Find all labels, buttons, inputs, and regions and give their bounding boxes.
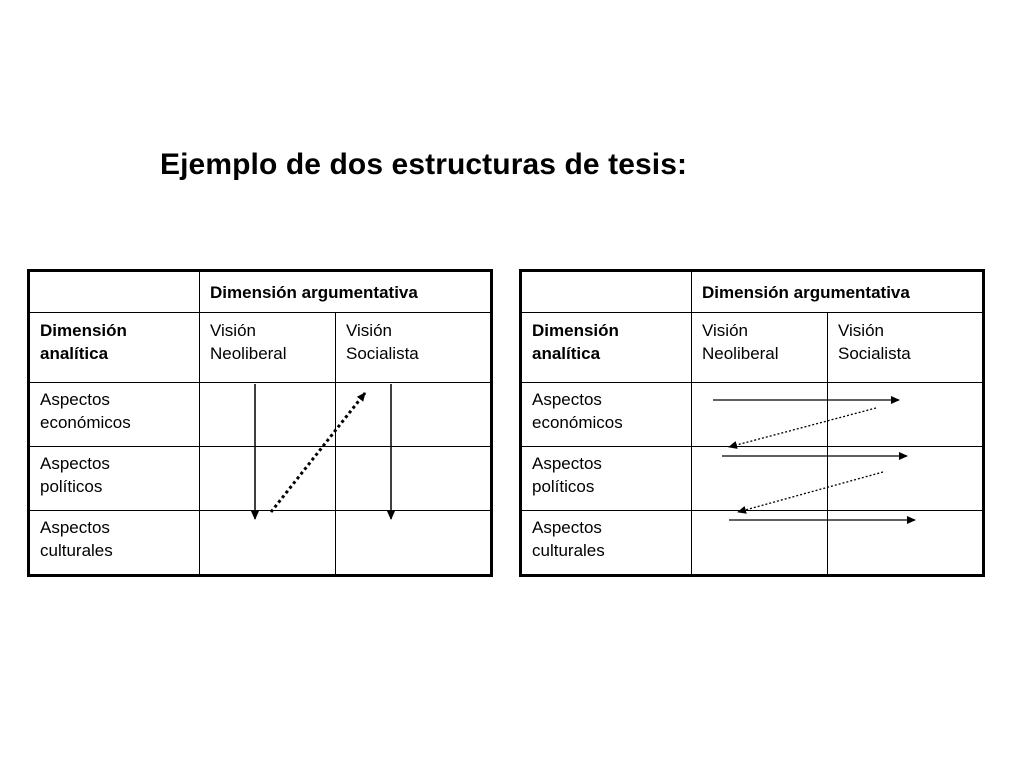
row-label-line-2: culturales (40, 541, 113, 560)
cell-economicos-socialista (336, 383, 492, 447)
cell-economicos-socialista (828, 383, 984, 447)
row-label-politicos (29, 447, 200, 511)
column-neoliberal-line-2: Neoliberal (210, 344, 287, 363)
cell-politicos-socialista (336, 447, 492, 511)
column-socialista-line-2: Socialista (346, 344, 419, 363)
row-politicos (521, 447, 984, 511)
row-label-politicos (521, 447, 692, 511)
header-row (521, 271, 984, 313)
argumentative-dimension-header: Dimensión argumentativa (692, 271, 984, 313)
row-economicos (521, 383, 984, 447)
row-label-line-1: Aspectos (40, 454, 110, 473)
row-label-line-2: políticos (532, 477, 595, 496)
analytic-dimension-label (29, 313, 200, 383)
cell-economicos-neoliberal (692, 383, 828, 447)
column-neoliberal-line-1: Visión (702, 321, 748, 340)
analytic-label-line-2: analítica (532, 344, 601, 363)
analytic-label-line-1: Dimensión (40, 321, 127, 340)
row-culturales (521, 511, 984, 576)
row-label-line-1: Aspectos (532, 454, 602, 473)
row-politicos (29, 447, 492, 511)
argumentative-dimension-header: Dimensión argumentativa (200, 271, 492, 313)
row-label-line-2: culturales (532, 541, 605, 560)
column-neoliberal (692, 313, 828, 383)
row-economicos (29, 383, 492, 447)
analytic-label-line-2: analítica (40, 344, 109, 363)
cell-economicos-neoliberal (200, 383, 336, 447)
structure-grid (27, 269, 493, 577)
corner-cell (29, 271, 200, 313)
analytic-dimension-label (521, 313, 692, 383)
column-socialista (336, 313, 492, 383)
header-row (29, 271, 492, 313)
column-socialista (828, 313, 984, 383)
column-neoliberal-line-2: Neoliberal (702, 344, 779, 363)
column-label-row (29, 313, 492, 383)
structure-grid (519, 269, 985, 577)
cell-politicos-neoliberal (200, 447, 336, 511)
row-label-culturales (29, 511, 200, 576)
row-label-line-1: Aspectos (40, 390, 110, 409)
cell-politicos-socialista (828, 447, 984, 511)
row-label-line-1: Aspectos (40, 518, 110, 537)
cell-culturales-neoliberal (692, 511, 828, 576)
thesis-structure-table-left (27, 269, 490, 560)
cell-culturales-neoliberal (200, 511, 336, 576)
row-label-economicos (521, 383, 692, 447)
column-socialista-line-2: Socialista (838, 344, 911, 363)
row-label-economicos (29, 383, 200, 447)
row-label-line-2: económicos (532, 413, 623, 432)
corner-cell (521, 271, 692, 313)
row-culturales (29, 511, 492, 576)
column-neoliberal-line-1: Visión (210, 321, 256, 340)
column-label-row (521, 313, 984, 383)
row-label-line-2: económicos (40, 413, 131, 432)
cell-culturales-socialista (828, 511, 984, 576)
analytic-label-line-1: Dimensión (532, 321, 619, 340)
column-socialista-line-1: Visión (346, 321, 392, 340)
row-label-culturales (521, 511, 692, 576)
cell-culturales-socialista (336, 511, 492, 576)
row-label-line-2: políticos (40, 477, 103, 496)
row-label-line-1: Aspectos (532, 390, 602, 409)
row-label-line-1: Aspectos (532, 518, 602, 537)
column-socialista-line-1: Visión (838, 321, 884, 340)
column-neoliberal (200, 313, 336, 383)
slide-title: Ejemplo de dos estructuras de tesis: (160, 148, 688, 181)
thesis-structure-table-right (519, 269, 982, 560)
cell-politicos-neoliberal (692, 447, 828, 511)
